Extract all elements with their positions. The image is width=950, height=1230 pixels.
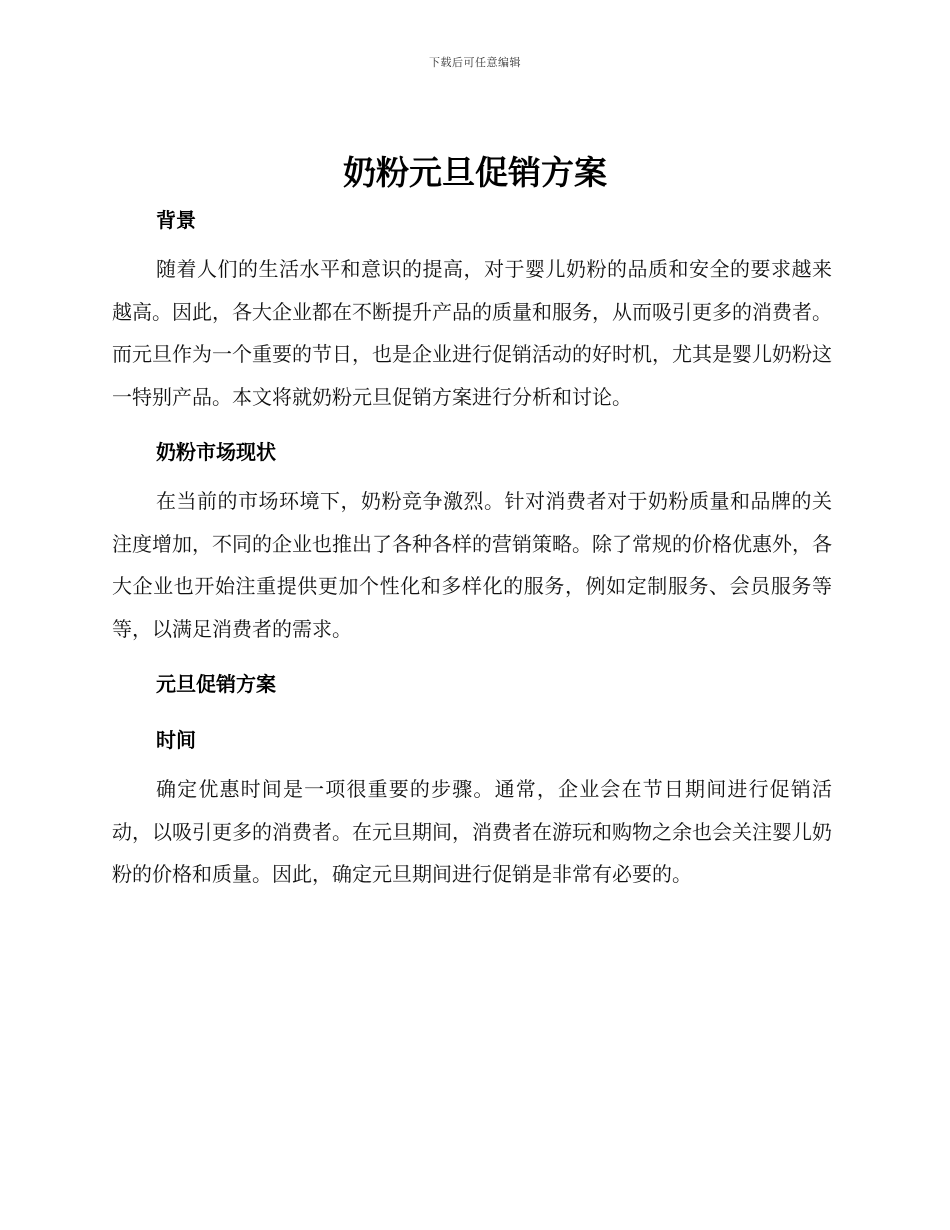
section-heading-plan: 元旦促销方案 [156,672,276,696]
spacer [112,650,832,662]
spacer [112,706,832,718]
spacer [112,418,832,430]
paragraph-time: 确定优惠时间是一项很重要的步骤。通常，企业会在节日期间进行促销活动，以吸引更多的消费者。在元旦期间，消费者在游玩和购物之余也会关注婴儿奶粉的价格和质量。因此，确定元旦期间进行促销是非常有必要的。 [112,777,832,886]
section-heading-time: 时间 [156,728,196,752]
section-heading-background: 背景 [156,208,196,232]
paragraph-market: 在当前的市场环境下，奶粉竞争激烈。针对消费者对于奶粉质量和品牌的关注度增加，不同的企业也推出了各种各样的营销策略。除了常规的价格优惠外，各大企业也开始注重提供更加个性化和多样化的服务，例如定制服务、会员服务等等，以满足消费者的需求。 [112,489,832,641]
document-title: 奶粉元旦促销方案 [343,153,607,192]
page-header-note: 下载后可任意编辑 [429,56,521,69]
section-heading-market: 奶粉市场现状 [156,440,276,464]
document-body [112,198,832,896]
paragraph-background: 随着人们的生活水平和意识的提高，对于婴儿奶粉的品质和安全的要求越来越高。因此，各大企业都在不断提升产品的质量和服务，从而吸引更多的消费者。而元旦作为一个重要的节日，也是企业进行促销活动的好时机，尤其是婴儿奶粉这一特别产品。本文将就奶粉元旦促销方案进行分析和讨论。 [112,257,832,409]
